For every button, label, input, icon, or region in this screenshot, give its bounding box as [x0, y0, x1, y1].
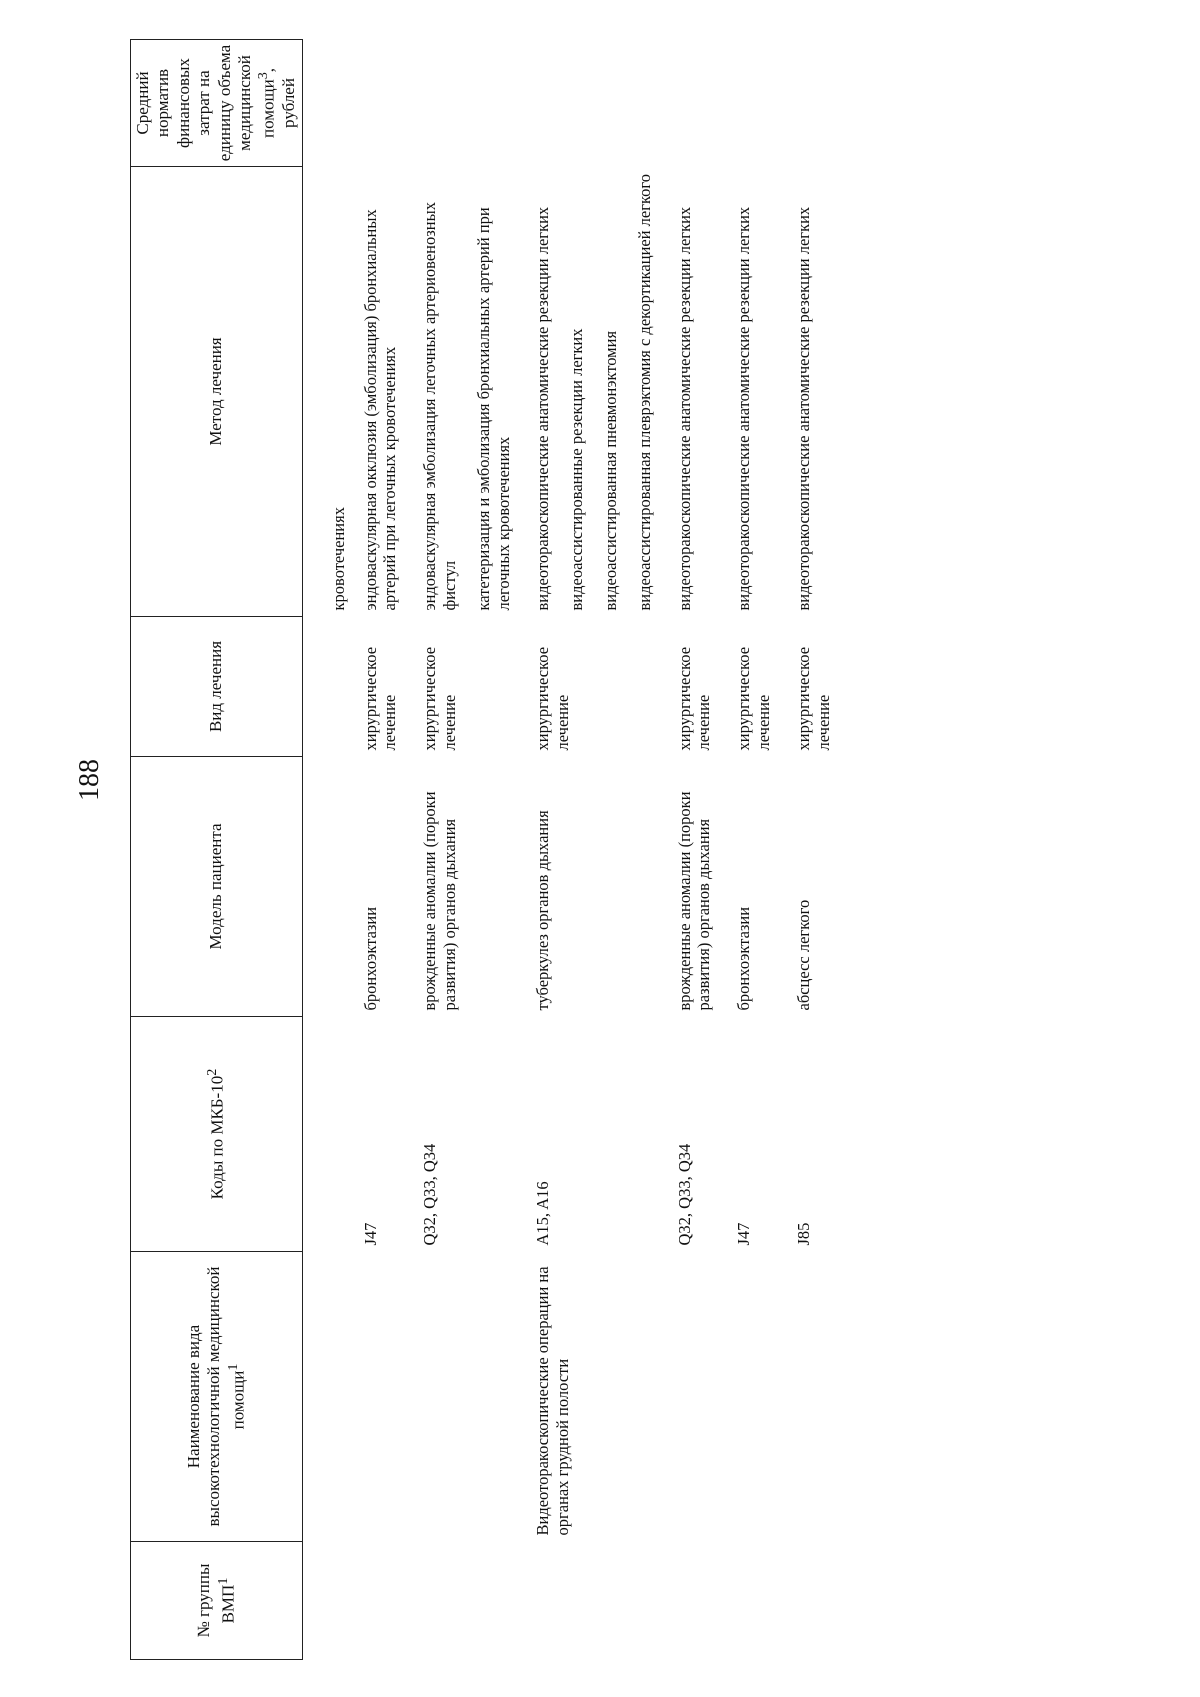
method-item: эндоваскулярная эмболизация легочных артериовенозных фистул	[420, 202, 459, 611]
cell-type: хирургическое лечение	[533, 646, 573, 751]
header-icd-codes: Коды по МКБ-$10^2$	[131, 1017, 303, 1252]
cell-vmp: Видеоторакоскопические операции на органах грудной полости	[533, 1266, 573, 1536]
table-row	[655, 40, 715, 1660]
cell-cost	[655, 40, 715, 167]
cell-codes: Q32, Q33, Q34	[420, 1143, 440, 1246]
method-item: видеоассистированная плеврэктомия с декортикацией легкого	[634, 173, 654, 611]
cell-group	[400, 1542, 513, 1660]
method-item: кровотечениях	[328, 507, 348, 611]
header-treatment-type: Вид лечения	[131, 617, 303, 757]
cell-cost	[400, 40, 513, 167]
cell-model: врожденные аномалии (пороки развития) органов дыхания	[674, 791, 714, 1011]
cell-cost	[302, 40, 348, 167]
cell-group	[655, 1542, 715, 1660]
rotated-sheet	[130, 40, 1130, 1660]
cell-method	[349, 167, 401, 617]
cell-method	[714, 167, 774, 617]
cell-model: врожденные аномалии (пороки развития) органов дыхания	[420, 791, 459, 1011]
cell-codes	[302, 1017, 348, 1252]
table-row	[714, 40, 774, 1660]
header-treatment-method: Метод лечения	[131, 167, 303, 617]
cell-vmp	[400, 1252, 513, 1542]
cell-model: абсцесс легкого	[793, 899, 813, 1011]
table-row	[349, 40, 401, 1660]
cell-method	[774, 167, 834, 617]
cell-cost	[774, 40, 834, 167]
vmp-table	[130, 39, 833, 1660]
cell-cost	[714, 40, 774, 167]
cell-vmp	[655, 1252, 715, 1542]
cell-codes: Q32, Q33, Q34	[674, 1143, 694, 1246]
method-item: видеоторакоскопические анатомические резекции легких	[674, 206, 694, 611]
table-row	[774, 40, 834, 1660]
table-row	[302, 40, 348, 1660]
cell-model: бронхоэктазии	[360, 906, 380, 1011]
cell-codes: J85	[793, 1222, 813, 1246]
method-item: катетеризация и эмболизация бронхиальных артерий при легочных кровотечениях	[473, 207, 513, 611]
cell-group	[302, 1542, 348, 1660]
cell-type: хирургическое лечение	[420, 646, 459, 751]
table-header-row	[131, 40, 303, 1660]
cell-vmp	[774, 1252, 834, 1542]
method-item: видеоторакоскопические анатомические резекции легких	[533, 206, 553, 611]
cell-method	[513, 167, 654, 617]
page-number: 188	[74, 759, 105, 801]
method-item: видеоассистированные резекции легких	[567, 328, 587, 611]
method-item: видеоторакоскопические анатомические резекции легких	[734, 206, 754, 611]
cell-group	[774, 1542, 834, 1660]
cell-group	[714, 1542, 774, 1660]
cell-vmp	[349, 1252, 401, 1542]
cell-type: хирургическое лечение	[734, 646, 773, 751]
table-row	[513, 40, 654, 1660]
cell-type: хирургическое лечение	[793, 646, 833, 751]
cell-codes: J47	[734, 1222, 754, 1246]
method-item: эндоваскулярная окклюзия (эмболизация) бронхиальных артерий при легочных кровотечениях	[360, 209, 400, 611]
header-cost-norm: Средний норматив финансовых затрат на единицу объема медицинской помощи$^3$, рублей	[131, 40, 303, 167]
cell-codes: A15, A16	[533, 1181, 553, 1246]
cell-cost	[349, 40, 401, 167]
cell-type	[302, 617, 348, 757]
header-vmp-name: Наименование вида высокотехнологичной медицинской помощи$^1$	[131, 1252, 303, 1542]
cell-type: хирургическое лечение	[674, 646, 714, 751]
cell-codes: J47	[360, 1222, 380, 1246]
cell-group	[513, 1542, 654, 1660]
method-item: видеоторакоскопические анатомические резекции легких	[793, 206, 813, 611]
cell-model: бронхоэктазии	[734, 906, 754, 1011]
cell-model: туберкулез органов дыхания	[533, 810, 553, 1011]
cell-method	[400, 167, 513, 617]
cell-type: хирургическое лечение	[360, 646, 400, 751]
method-item: видеоассистированная пневмонэктомия	[600, 330, 620, 611]
header-group-no: № группы ВМП$^1$	[131, 1542, 303, 1660]
header-patient-model: Модель пациента	[131, 757, 303, 1017]
cell-vmp	[302, 1252, 348, 1542]
cell-vmp	[714, 1252, 774, 1542]
cell-cost	[513, 40, 654, 167]
cell-method	[302, 167, 348, 617]
cell-group	[349, 1542, 401, 1660]
table-row	[400, 40, 513, 1660]
cell-method	[655, 167, 715, 617]
cell-model	[302, 757, 348, 1017]
